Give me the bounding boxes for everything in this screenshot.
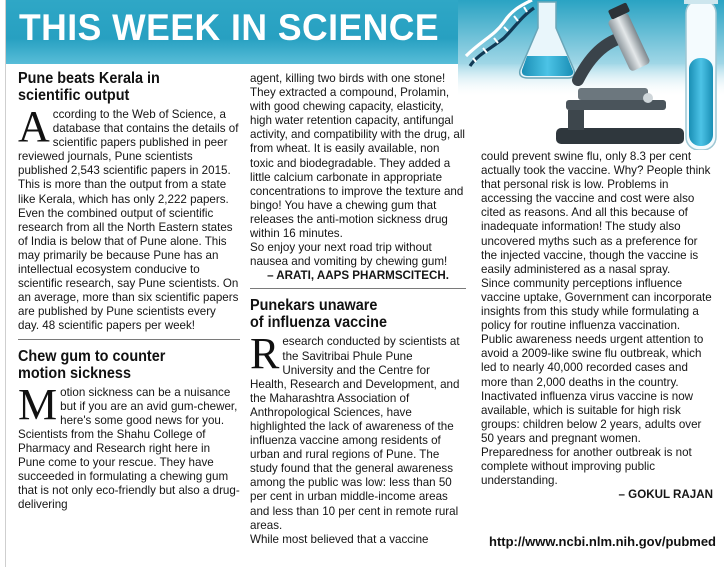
article-body: esearch conducted by scientists at the Savitribai Phule Pune University and the Centre for Health, Research and Development, and the Maharashtra Association of Anthropological Sciences, have highlighted the lack of awareness of the influenza vaccine among residents of urban and rural regions of Pune. The study found that the general awareness among the public was low: less than 50 per cent in urban middle-income areas and less than 10 per cent in remote rural areas. (250, 335, 460, 532)
lab-illustration (458, 0, 724, 150)
byline-arati: – ARATI, AAPS PHARMSCITECH. (267, 269, 449, 283)
headline-pune-kerala-line1: Pune beats Kerala in (18, 70, 160, 87)
test-tube-icon (684, 0, 718, 150)
article-closing: So enjoy your next road trip without nausea and vomiting by chewing gum! (250, 241, 448, 269)
article-body: ccording to the Web of Science, a database that contains the details of scientific papers published in peer reviewed journals, Pune scientists published 2,543 scientific papers in 2015. This is more than the output from a state like Kerala, which has only 2,222 papers. Even the combined output of scientific research from all the North Eastern states of India is below that of Pune alone. This may primarily be because Pune has an intellectual ecosystem conducive to scientific research, say Pune scientists. On an average, more than six scientific papers are published by Pune scientists every day. 48 scientific papers per week! (18, 108, 239, 333)
headline-chew-gum-line1: Chew gum to counter (18, 347, 166, 365)
column-1 (18, 70, 240, 512)
article-body: Since community perceptions influence vaccine uptake, Government can incorporate insights from this study while formulating a policy for routine influenza vaccination. Public awareness needs urgent attention to avoid a 2009-like swine flu outbreak, which led to nearly 40,000 recorded cases and more than 2,000 deaths in the country. Inactivated influenza virus vaccine is now available, which is suitable for high risk groups: children below 2 years, adults over 50 years and pregnant women. Preparedness for another outbreak is not complete without improving public understanding. (481, 276, 712, 488)
article-pune-kerala (18, 70, 240, 334)
headline-influenza-line2: of influenza vaccine (250, 314, 387, 332)
article-influenza (250, 297, 466, 546)
newspaper-page (5, 0, 724, 567)
source-url: http://www.ncbi.nlm.nih.gov/pubmed (489, 534, 716, 549)
article-body: While most believed that a vaccine (250, 532, 429, 546)
article-body: could prevent swine flu, only 8.3 per cent actually took the vaccine. Why? People think that personal risk is low. Problems in accessing the vaccine and cost were also cited as reasons. And all this because of inadequate information! The study also uncovered myths such as a preference for the injected vaccine, though the vaccine is easily administered as a nasal spray. (481, 150, 711, 276)
column-2 (250, 72, 466, 547)
article-body: otion sickness can be a nuisance but if you are an avid gum-chewer, here's some good news for you. Scientists from the Shahu College of Pharmacy and Research right here in Pune come to your rescue. They have succeeded in formulating a chewing gum that is not only eco-friendly but also a drug-delivering (18, 385, 240, 512)
section-title: THIS WEEK IN SCIENCE (19, 7, 440, 48)
article-body: agent, killing two birds with one stone! They extracted a compound, Prolamin, with good chewing capacity, elasticity, high water retention capacity, antifungal activity, and compatibility with the drug, all from wheat. It is easily available, non toxic and biodegradable. They added a little calcium carbonate in appropriate concentrations to improve the texture and bingo! You have a chewing gum that releases the anti-motion sickness drug within 16 minutes. (250, 72, 466, 241)
column-3 (481, 150, 713, 502)
divider (18, 339, 240, 340)
dropcap: R (250, 329, 280, 379)
divider (250, 288, 466, 289)
dropcap: A (18, 102, 50, 151)
headline-influenza-line1: Punekars unaware (250, 297, 378, 315)
headline-chew-gum-line2: motion sickness (18, 364, 131, 382)
headline-pune-kerala-line2: scientific output (18, 87, 130, 104)
byline-gokul: – GOKUL RAJAN (618, 488, 713, 502)
dropcap: M (18, 379, 58, 429)
article-chew-gum (18, 348, 240, 513)
